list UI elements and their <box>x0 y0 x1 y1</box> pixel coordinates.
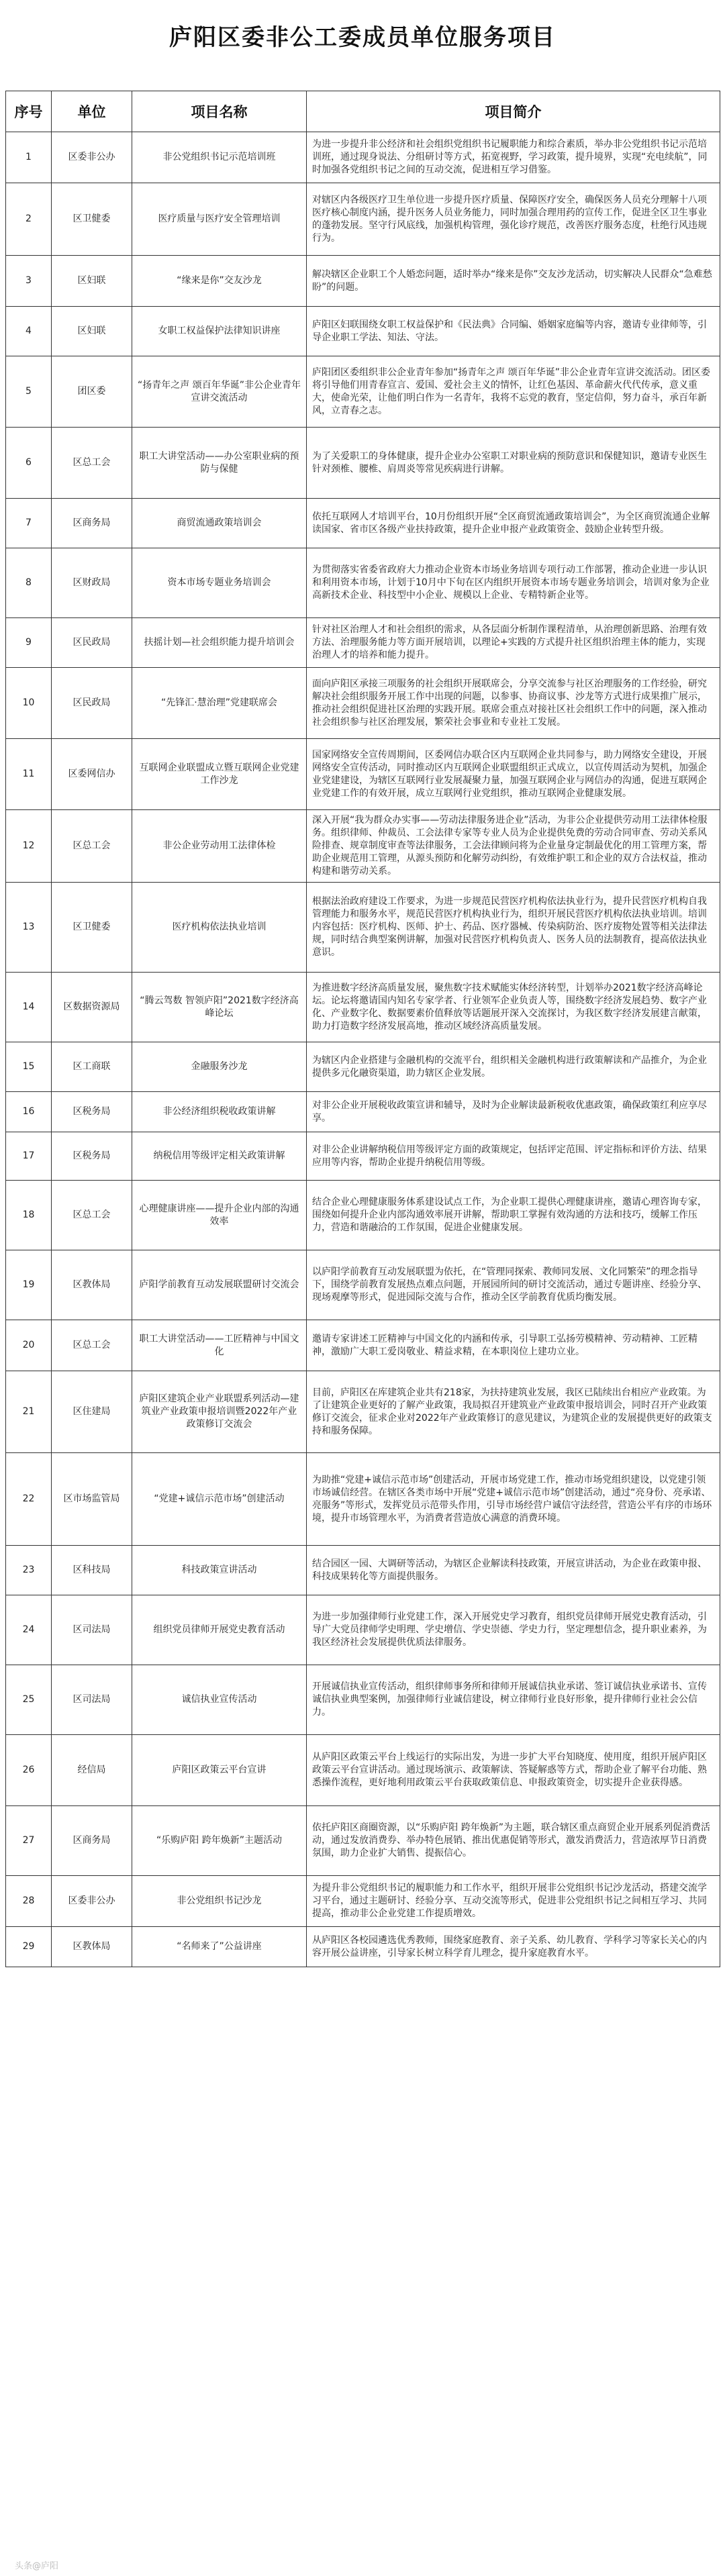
cell-intro: 深入开展“我为群众办实事——劳动法律服务进企业”活动，为非公企业提供劳动用工法律体检服务。组织律师、仲裁员、工会法律专家等专业人员为企业提供免费的劳动合同审查、劳动关系风险排查、规章制度审查等法律服务，工会法律顾问将为企业量身定制最优化的用工管理方案，帮助企业规范用工管理，从源头预防和化解劳动纠纷，有效维护职工和企业的双方合法权益，推动构建和谐劳动关系。 <box>307 810 720 883</box>
cell-unit: 区司法局 <box>52 1665 132 1735</box>
table-row <box>6 1092 720 1132</box>
table-row <box>6 883 720 973</box>
cell-intro: 解决辖区企业职工个人婚恋问题，适时举办“缘来是你”交友沙龙活动，切实解决人民群众“急难愁盼”的问题。 <box>307 256 720 307</box>
table-row <box>6 810 720 883</box>
cell-seq: 19 <box>6 1250 52 1320</box>
cell-unit: 区妇联 <box>52 307 132 356</box>
cell-unit: 区教体局 <box>52 1927 132 1967</box>
cell-intro: 开展诚信执业宣传活动，组织律师事务所和律师开展诚信执业承诺、签订诚信执业承诺书、宣传诚信执业典型案例，加强律师行业诚信建设，树立律师行业良好形象，提升律师行业社会公信力。 <box>307 1665 720 1735</box>
cell-unit: 区总工会 <box>52 428 132 499</box>
cell-name: “扬青年之声 颂百年华诞”非公企业青年宣讲交流活动 <box>132 356 307 428</box>
cell-intro: 为进一步加强律师行业党建工作，深入开展党史学习教育，组织党员律师开展党史教育活动，引导广大党员律师学史明理、学史增信、学史崇德、学史力行，坚定理想信念，提升职业素养，为我区经济社会发展提供优质法律服务。 <box>307 1595 720 1665</box>
cell-seq: 14 <box>6 973 52 1042</box>
cell-seq: 8 <box>6 548 52 618</box>
cell-unit: 区委非公办 <box>52 1876 132 1927</box>
cell-name: 科技政策宣讲活动 <box>132 1546 307 1595</box>
cell-name: 纳税信用等级评定相关政策讲解 <box>132 1132 307 1181</box>
cell-intro: 目前，庐阳区在库建筑企业共有218家，为扶持建筑业发展，我区已陆续出台相应产业政策。为了让建筑企业更好的了解产业政策，我局拟召开建筑业产业政策申报培训会，同时召开产业政策修订交流会，征求企业对2022年产业政策修订的意见建议，为建筑企业的发展提供更好的政策支持和服务保障。 <box>307 1371 720 1453</box>
cell-seq: 3 <box>6 256 52 307</box>
table-row <box>6 1371 720 1453</box>
cell-seq: 28 <box>6 1876 52 1927</box>
cell-seq: 21 <box>6 1371 52 1453</box>
cell-intro: 从庐阳区各校园遴选优秀教师，围绕家庭教育、亲子关系、幼儿教育、学科学习等家长关心的内容开展公益讲座，引导家长树立科学育儿理念，提升家庭教育水平。 <box>307 1927 720 1967</box>
cell-seq: 22 <box>6 1453 52 1546</box>
table-row <box>6 668 720 739</box>
cell-seq: 4 <box>6 307 52 356</box>
cell-seq: 27 <box>6 1806 52 1876</box>
cell-seq: 20 <box>6 1320 52 1371</box>
cell-intro: 为提升非公党组织书记的履职能力和工作水平，组织开展非公党组织书记沙龙活动，搭建交流学习平台，通过主题研讨、经验分享、互动交流等形式，促进非公党组织书记之间相互学习、共同提高，推动非公企业党建工作提质增效。 <box>307 1876 720 1927</box>
cell-intro: 为推进数字经济高质量发展，聚焦数字技术赋能实体经济转型，计划举办2021数字经济高峰论坛。论坛将邀请国内知名专家学者、行业领军企业负责人等，围绕数字经济发展趋势、数字产业化、产业数字化、数据要素价值释放等话题展开深入交流探讨，为我区数字经济发展建言献策，助力打造数字经济发展高地，推动区域经济高质量发展。 <box>307 973 720 1042</box>
table-row <box>6 256 720 307</box>
cell-intro: 对辖区内各级医疗卫生单位进一步提升医疗质量、保障医疗安全，确保医务人员充分理解十八项医疗核心制度内涵，提升医务人员业务能力，同时加强合理用药的宣传工作，促进全区卫生事业的蓬勃发展。坚守行风底线，加强机构管理，强化诊疗规范，改善医疗服务态度，杜绝行风违规行为。 <box>307 183 720 256</box>
cell-name: “缘来是你”交友沙龙 <box>132 256 307 307</box>
header-unit: 单位 <box>52 91 132 132</box>
service-table <box>5 91 720 1967</box>
header-intro: 项目简介 <box>307 91 720 132</box>
cell-intro: 从庐阳区政策云平台上线运行的实际出发，为进一步扩大平台知晓度、使用度，组织开展庐阳区政策云平台宣讲活动。通过现场演示、政策解读、答疑解惑等方式，帮助企业了解平台功能、熟悉操作流程，更好地利用政策云平台获取政策信息、申报政策资金，切实提升企业获得感。 <box>307 1735 720 1806</box>
cell-name: “名师来了”公益讲座 <box>132 1927 307 1967</box>
cell-intro: 邀请专家讲述工匠精神与中国文化的内涵和传承，引导职工弘扬劳模精神、劳动精神、工匠精神，激励广大职工爱岗敬业、精益求精，在本职岗位上建功立业。 <box>307 1320 720 1371</box>
table-row <box>6 1876 720 1927</box>
cell-name: 庐阳学前教育互动发展联盟研讨交流会 <box>132 1250 307 1320</box>
cell-intro: 为贯彻落实省委省政府大力推动企业资本市场业务培训专项行动工作部署，推动企业进一步认识和利用资本市场，计划于10月中下旬在区内组织开展资本市场专题业务培训会，培训对象为企业高新技术企业、科技型中小企业、规模以上企业、专精特新企业等。 <box>307 548 720 618</box>
table-row <box>6 1320 720 1371</box>
cell-intro: 以庐阳学前教育互动发展联盟为依托，在“管理同探索、教师同发展、文化同繁荣”的理念指导下，围绕学前教育发展热点难点问题，开展园所间的研讨交流活动，通过专题讲座、经验分享、现场观摩等形式，促进园际交流与合作，推动全区学前教育优质均衡发展。 <box>307 1250 720 1320</box>
cell-name: 职工大讲堂活动——办公室职业病的预防与保健 <box>132 428 307 499</box>
cell-intro: 为进一步提升非公经济和社会组织党组织书记履职能力和综合素质，举办非公党组织书记示范培训班，通过现身说法、分组研讨等方式，拓宽视野，学习政策，提升境界，实现“充电续航”，同时加强各党组织书记之间的互动交流，促进相互学习借鉴。 <box>307 132 720 183</box>
cell-intro: 为了关爱职工的身体健康，提升企业办公室职工对职业病的预防意识和保健知识，邀请专业医生针对颈椎、腰椎、肩周炎等常见疾病进行讲解。 <box>307 428 720 499</box>
table-row <box>6 499 720 548</box>
cell-seq: 25 <box>6 1665 52 1735</box>
cell-name: 资本市场专题业务培训会 <box>132 548 307 618</box>
cell-seq: 11 <box>6 739 52 810</box>
table-row <box>6 428 720 499</box>
cell-name: 医疗机构依法执业培训 <box>132 883 307 973</box>
table-row <box>6 1665 720 1735</box>
cell-unit: 区工商联 <box>52 1042 132 1092</box>
cell-name: “先锋汇·慧治理”党建联席会 <box>132 668 307 739</box>
cell-seq: 1 <box>6 132 52 183</box>
table-row <box>6 1250 720 1320</box>
table-row <box>6 973 720 1042</box>
cell-seq: 6 <box>6 428 52 499</box>
header-name: 项目名称 <box>132 91 307 132</box>
cell-intro: 对非公企业讲解纳税信用等级评定方面的政策规定，包括评定范围、评定指标和评价方法、结果应用等内容，帮助企业提升纳税信用等级。 <box>307 1132 720 1181</box>
cell-name: 心理健康讲座——提升企业内部的沟通效率 <box>132 1181 307 1250</box>
cell-seq: 9 <box>6 618 52 668</box>
table-row <box>6 739 720 810</box>
cell-seq: 24 <box>6 1595 52 1665</box>
cell-intro: 为辖区内企业搭建与金融机构的交流平台，组织相关金融机构进行政策解读和产品推介，为企业提供多元化融资渠道，助力辖区企业发展。 <box>307 1042 720 1092</box>
cell-intro: 为助推“党建+诚信示范市场”创建活动，开展市场党建工作，推动市场党组织建设，以党建引领市场诚信经营。在辖区各类市场中开展“党建+诚信示范市场”创建活动，通过“亮身份、亮承诺、亮服务”等形式，发挥党员示范带头作用，引导市场经营户诚信守法经营，营造公平有序的市场环境，提升市场管理水平，为消费者营造放心满意的消费环境。 <box>307 1453 720 1546</box>
cell-seq: 23 <box>6 1546 52 1595</box>
cell-unit: 区科技局 <box>52 1546 132 1595</box>
table-row <box>6 132 720 183</box>
cell-intro: 国家网络安全宣传周期间，区委网信办联合区内互联网企业共同参与，助力网络安全建设，开展网络安全宣传活动，同时推动区内互联网企业联盟组织正式成立，以宣传周活动为契机，加强企业党建建设，为辖区互联网行业发展凝聚力量，加强互联网企业与网信办的沟通，促进互联网企业党建工作的有效开展，成立互联网行业党组织，推动互联网企业健康发展。 <box>307 739 720 810</box>
cell-name: 扶摇计划—社会组织能力提升培训会 <box>132 618 307 668</box>
cell-name: 医疗质量与医疗安全管理培训 <box>132 183 307 256</box>
cell-name: 庐阳区政策云平台宣讲 <box>132 1735 307 1806</box>
cell-name: 组织党员律师开展党史教育活动 <box>132 1595 307 1665</box>
table-row <box>6 1595 720 1665</box>
cell-intro: 针对社区治理人才和社会组织的需求，从各层面分析制作课程清单，从治理创新思路、治理有效方法、治理服务能力等方面开展培训，以理论+实践的方式提升社区组织治理主体的能力，实现治理人才的培养和能力提升。 <box>307 618 720 668</box>
cell-unit: 区总工会 <box>52 1320 132 1371</box>
cell-unit: 区教体局 <box>52 1250 132 1320</box>
cell-unit: 区总工会 <box>52 1181 132 1250</box>
cell-unit: 区数据资源局 <box>52 973 132 1042</box>
cell-seq: 29 <box>6 1927 52 1967</box>
cell-unit: 区委网信办 <box>52 739 132 810</box>
header-seq: 序号 <box>6 91 52 132</box>
cell-seq: 18 <box>6 1181 52 1250</box>
cell-intro: 结合企业心理健康服务体系建设试点工作，为企业职工提供心理健康讲座，邀请心理咨询专家，围绕如何提升企业内部沟通效率展开讲解，帮助职工掌握有效沟通的方法和技巧，缓解工作压力，营造和谐融洽的工作氛围，促进企业健康发展。 <box>307 1181 720 1250</box>
cell-name: 女职工权益保护法律知识讲座 <box>132 307 307 356</box>
table-row <box>6 1042 720 1092</box>
cell-intro: 庐阳团区委组织非公企业青年参加“扬青年之声 颂百年华诞”非公企业青年宣讲交流活动。团区委将引导他们用青春宣言、爱国、爱社会主义的情怀，让红色基因、革命薪火代代传承，意义重大，使命光荣，让他们明白作为一名青年，我将不忘党的教育，坚定信仰，努力奋斗，承百年新风，立青春之志。 <box>307 356 720 428</box>
cell-seq: 5 <box>6 356 52 428</box>
page-title: 庐阳区委非公工委成员单位服务项目 <box>169 24 556 51</box>
cell-name: 非公经济组织税收政策讲解 <box>132 1092 307 1132</box>
cell-name: 商贸流通政策培训会 <box>132 499 307 548</box>
cell-name: 诚信执业宣传活动 <box>132 1665 307 1735</box>
cell-name: 非公党组织书记沙龙 <box>132 1876 307 1927</box>
cell-name: 互联网企业联盟成立暨互联网企业党建工作沙龙 <box>132 739 307 810</box>
cell-unit: 区民政局 <box>52 618 132 668</box>
cell-unit: 区住建局 <box>52 1371 132 1453</box>
cell-seq: 26 <box>6 1735 52 1806</box>
table-row <box>6 183 720 256</box>
cell-unit: 区民政局 <box>52 668 132 739</box>
cell-intro: 对非公企业开展税收政策宣讲和辅导，及时为企业解读最新税收优惠政策，确保政策红利应享尽享。 <box>307 1092 720 1132</box>
cell-intro: 结合园区一园、大调研等活动，为辖区企业解读科技政策，开展宣讲活动，为企业在政策申报、科技成果转化等方面提供服务。 <box>307 1546 720 1595</box>
table-row <box>6 307 720 356</box>
cell-name: 职工大讲堂活动——工匠精神与中国文化 <box>132 1320 307 1371</box>
cell-unit: 区妇联 <box>52 256 132 307</box>
cell-name: 非公党组织书记示范培训班 <box>132 132 307 183</box>
cell-unit: 区委非公办 <box>52 132 132 183</box>
cell-unit: 区总工会 <box>52 810 132 883</box>
cell-name: “腾云驾数 智领庐阳”2021数字经济高峰论坛 <box>132 973 307 1042</box>
cell-seq: 16 <box>6 1092 52 1132</box>
table-row <box>6 548 720 618</box>
cell-seq: 13 <box>6 883 52 973</box>
cell-name: 非公企业劳动用工法律体检 <box>132 810 307 883</box>
cell-unit: 区财政局 <box>52 548 132 618</box>
cell-unit: 区司法局 <box>52 1595 132 1665</box>
cell-name: “乐购庐阳 跨年焕新”主题活动 <box>132 1806 307 1876</box>
cell-seq: 12 <box>6 810 52 883</box>
table-row <box>6 1927 720 1967</box>
cell-seq: 17 <box>6 1132 52 1181</box>
cell-unit: 经信局 <box>52 1735 132 1806</box>
cell-seq: 7 <box>6 499 52 548</box>
cell-seq: 15 <box>6 1042 52 1092</box>
cell-unit: 区卫健委 <box>52 883 132 973</box>
cell-intro: 面向庐阳区承接三项服务的社会组织开展联席会，分享交流参与社区治理服务的工作经验，研究解决社会组织服务开展工作中出现的问题，以参事、协商议事、沙龙等方式进行成果推广展示，推动社会组织促进社区治理的实践开展。联席会重点对接社区社会组织工作中的问题，深入推动社会组织参与社区治理发展，繁荣社会事业和专业社工发展。 <box>307 668 720 739</box>
cell-name: 金融服务沙龙 <box>132 1042 307 1092</box>
cell-unit: 区商务局 <box>52 1806 132 1876</box>
watermark: 头条@庐阳 <box>15 2561 59 2571</box>
cell-intro: 依托互联网人才培训平台，10月份组织开展“全区商贸流通政策培训会”，为全区商贸流通企业解读国家、省市区各级产业扶持政策，提升企业申报产业政策资金、鼓励企业转型升级。 <box>307 499 720 548</box>
cell-name: “党建+诚信示范市场”创建活动 <box>132 1453 307 1546</box>
table-row <box>6 1181 720 1250</box>
table-row <box>6 618 720 668</box>
cell-unit: 区市场监管局 <box>52 1453 132 1546</box>
cell-name: 庐阳区建筑企业产业联盟系列活动—建筑业产业政策申报培训暨2022年产业政策修订交流会 <box>132 1371 307 1453</box>
table-row <box>6 1735 720 1806</box>
cell-seq: 2 <box>6 183 52 256</box>
table-row <box>6 1132 720 1181</box>
table-row <box>6 1453 720 1546</box>
table-row <box>6 356 720 428</box>
table-row <box>6 1806 720 1876</box>
cell-intro: 依托庐阳区商圈资源，以“乐购庐阳 跨年焕新”为主题，联合辖区重点商贸企业开展系列促消费活动，通过发放消费券、举办特色展销、推出优惠促销等形式，激发消费活力，营造浓厚节日消费氛围，助力企业扩大销售、提振信心。 <box>307 1806 720 1876</box>
cell-intro: 庐阳区妇联围绕女职工权益保护和《民法典》合同编、婚姻家庭编等内容，邀请专业律师等，引导企业职工学法、知法、守法。 <box>307 307 720 356</box>
cell-unit: 区税务局 <box>52 1092 132 1132</box>
cell-unit: 团区委 <box>52 356 132 428</box>
cell-unit: 区卫健委 <box>52 183 132 256</box>
table-row <box>6 1546 720 1595</box>
cell-unit: 区商务局 <box>52 499 132 548</box>
cell-seq: 10 <box>6 668 52 739</box>
cell-intro: 根据法治政府建设工作要求，为进一步规范民营医疗机构依法执业行为，提升民营医疗机构自我管理能力和服务水平，规范民营医疗机构执业行为，组织开展民营医疗机构依法执业培训。培训内容包括：医疗机构、医师、护士、药品、医疗器械、传染病防治、医疗废物处置等相关法律法规，同时结合典型案例讲解，加强对民营医疗机构负责人、医务人员的法制教育，提高依法执业意识。 <box>307 883 720 973</box>
cell-unit: 区税务局 <box>52 1132 132 1181</box>
table-header-row <box>6 91 720 132</box>
